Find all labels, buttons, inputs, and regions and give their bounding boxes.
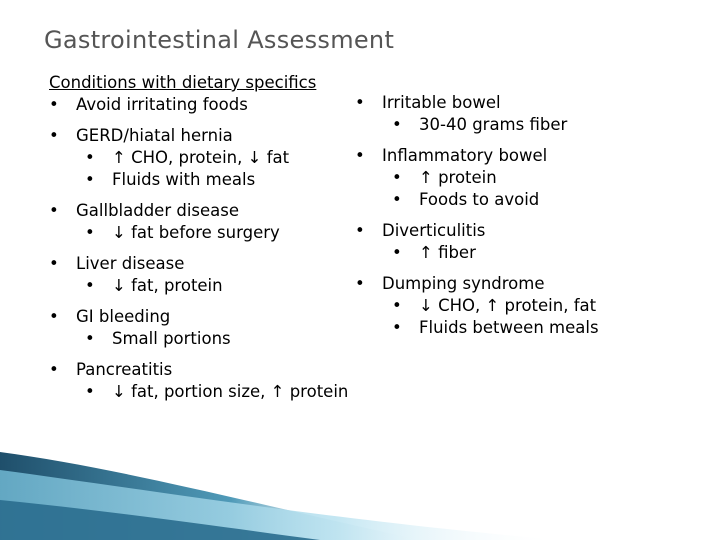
item-label: Pancreatitis	[76, 360, 173, 379]
bullet-icon: •	[355, 146, 365, 165]
bullet-icon: •	[49, 307, 59, 326]
sub-item-label: ↓ fat before surgery	[112, 223, 280, 242]
sub-item	[355, 317, 695, 339]
bullet-icon: •	[392, 296, 402, 315]
item-label: Gallbladder disease	[76, 201, 240, 220]
item-label: GERD/hiatal hernia	[76, 126, 233, 145]
sub-item	[355, 114, 695, 136]
sub-item	[355, 242, 695, 264]
sub-item	[49, 328, 369, 350]
bullet-icon: •	[85, 170, 95, 189]
sub-item-label: ↓ CHO, ↑ protein, fat	[419, 296, 597, 315]
bullet-icon: •	[49, 360, 59, 379]
item-label: Irritable bowel	[382, 93, 501, 112]
bullet-icon: •	[85, 223, 95, 242]
slide-title: Gastrointestinal Assessment	[44, 26, 395, 54]
bullet-icon: •	[85, 329, 95, 348]
sub-item-label: ↑ CHO, protein, ↓ fat	[112, 148, 290, 167]
bullet-icon: •	[85, 148, 95, 167]
sub-item	[49, 147, 369, 169]
list-item	[49, 200, 369, 222]
section-heading: Conditions with dietary specifics	[49, 73, 317, 92]
item-label: Inflammatory bowel	[382, 146, 548, 165]
item-label: Liver disease	[76, 254, 185, 273]
bullet-icon: •	[49, 201, 59, 220]
sub-item	[49, 275, 369, 297]
sub-item-label: Foods to avoid	[419, 190, 540, 209]
sub-item-label: ↑ protein	[419, 168, 497, 187]
sub-item	[49, 169, 369, 191]
list-item	[49, 306, 369, 328]
item-label: GI bleeding	[76, 307, 171, 326]
item-label: Diverticulitis	[382, 221, 486, 240]
list-item	[49, 94, 369, 116]
sub-item	[355, 189, 695, 211]
bullet-icon: •	[392, 243, 402, 262]
left-column	[49, 72, 369, 403]
sub-item-label: ↓ fat, portion size, ↑ protein	[112, 382, 349, 401]
list-item	[355, 220, 695, 242]
sub-item	[49, 222, 369, 244]
item-label: Dumping syndrome	[382, 274, 545, 293]
item-label: Avoid irritating foods	[76, 95, 248, 114]
list-item	[355, 92, 695, 114]
list-item	[355, 145, 695, 167]
bullet-icon: •	[49, 126, 59, 145]
list-item	[49, 359, 369, 381]
sub-item-label: ↑ fiber	[419, 243, 476, 262]
sub-item-label: Fluids with meals	[112, 170, 256, 189]
bullet-icon: •	[355, 93, 365, 112]
list-item	[49, 125, 369, 147]
sub-item-label: Fluids between meals	[419, 318, 599, 337]
sub-item	[49, 381, 369, 403]
list-item	[49, 253, 369, 275]
sub-item-label: 30-40 grams fiber	[419, 115, 568, 134]
sub-item	[355, 295, 695, 317]
bullet-icon: •	[85, 382, 95, 401]
bullet-icon: •	[85, 276, 95, 295]
sub-item-label: Small portions	[112, 329, 231, 348]
bullet-icon: •	[392, 115, 402, 134]
bullet-icon: •	[355, 274, 365, 293]
bullet-icon: •	[392, 190, 402, 209]
bullet-icon: •	[49, 95, 59, 114]
sub-item	[355, 167, 695, 189]
bullet-icon: •	[49, 254, 59, 273]
bullet-icon: •	[392, 318, 402, 337]
bullet-icon: •	[392, 168, 402, 187]
bullet-icon: •	[355, 221, 365, 240]
list-item	[355, 273, 695, 295]
right-column	[355, 92, 695, 339]
sub-item-label: ↓ fat, protein	[112, 276, 223, 295]
